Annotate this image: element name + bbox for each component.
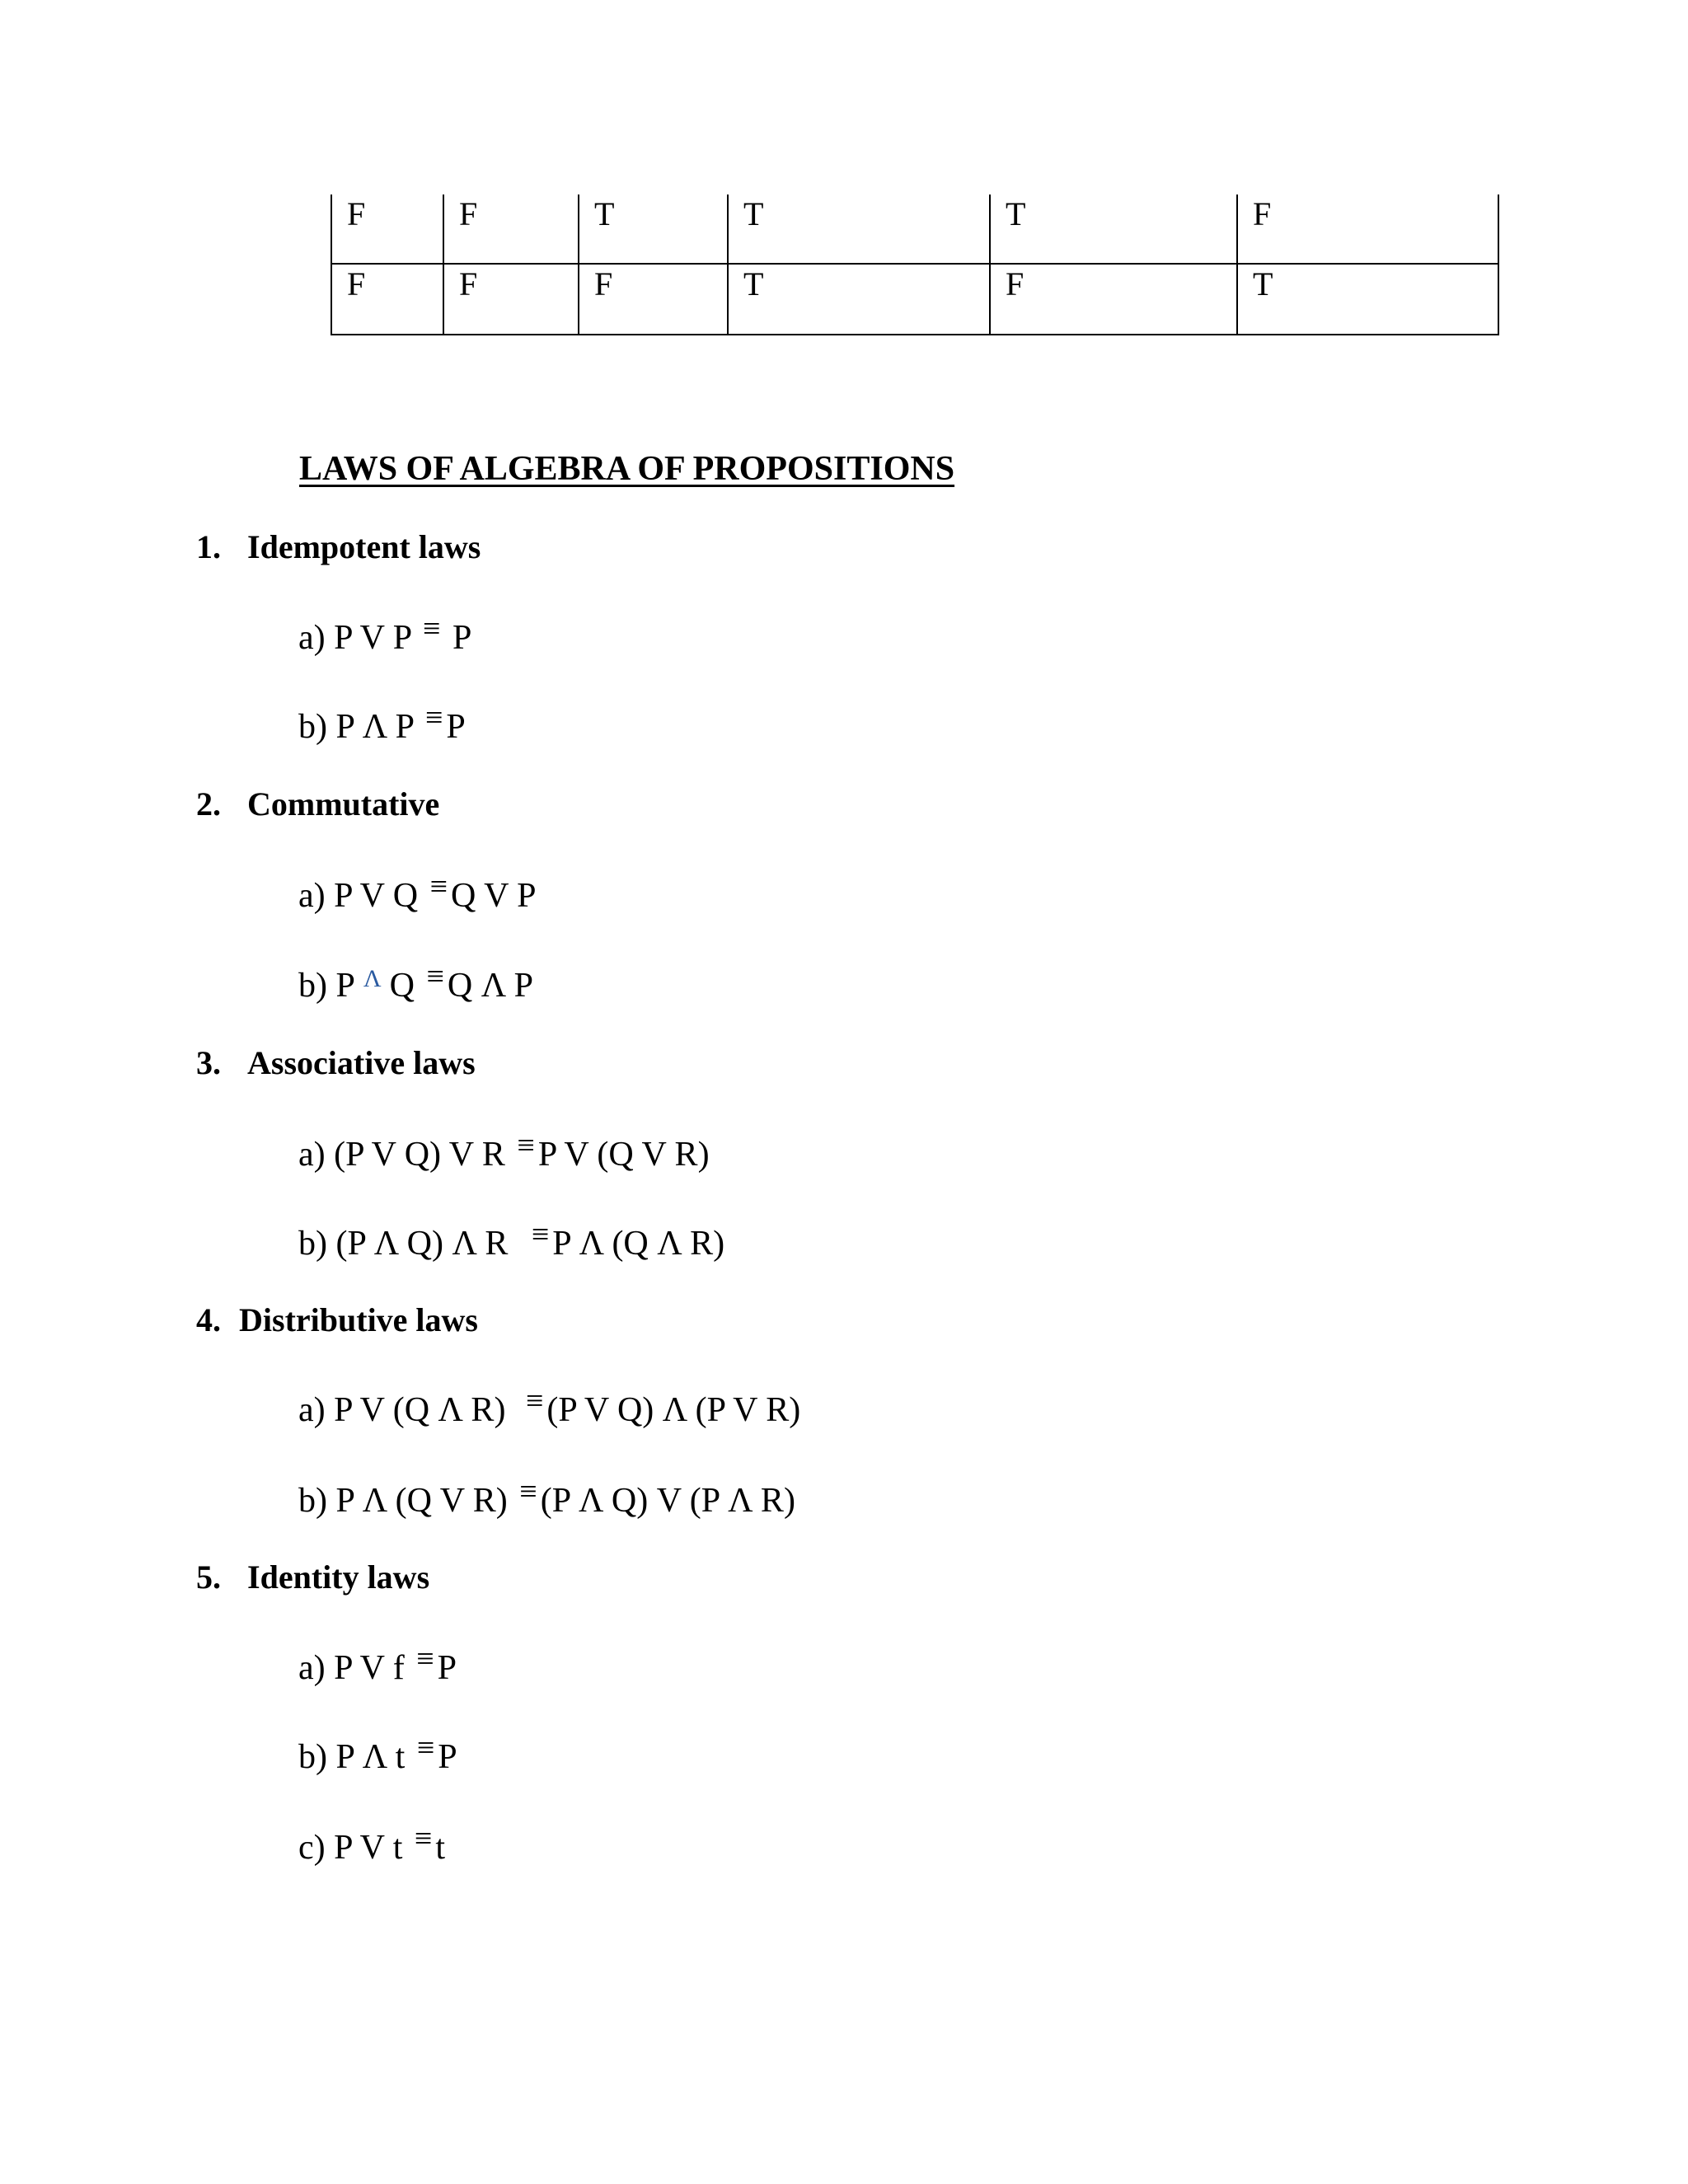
equivalence-symbol: ≡	[429, 869, 448, 904]
table-cell: F	[579, 264, 728, 335]
section-heading-commutative	[196, 785, 439, 823]
equivalence-symbol: ≡	[519, 1474, 537, 1509]
equivalence-symbol: ≡	[416, 1731, 435, 1765]
law-identity-c: c) P V t ≡t	[298, 1821, 446, 1867]
section-title: Idempotent laws	[247, 528, 481, 565]
table-cell: F	[443, 194, 579, 264]
section-heading-distributive	[196, 1301, 478, 1339]
table-cell: T	[728, 194, 990, 264]
equivalence-symbol: ≡	[416, 1642, 434, 1676]
section-heading-idempotent	[196, 527, 481, 566]
and-symbol: Λ	[363, 965, 382, 992]
section-heading-associative	[196, 1043, 476, 1082]
table-cell: F	[331, 264, 443, 335]
equivalence-symbol: ≡	[517, 1128, 535, 1163]
table-cell: T	[579, 194, 728, 264]
section-title: Distributive laws	[239, 1301, 478, 1338]
law-distributive-b: b) P Λ (Q V R) ≡(P Λ Q) V (P Λ R)	[298, 1474, 795, 1520]
table-row	[331, 264, 1498, 335]
law-associative-a: a) (P V Q) V R ≡P V (Q V R)	[298, 1128, 710, 1174]
section-number: 2.	[196, 785, 221, 823]
table-cell: F	[443, 264, 579, 335]
table-cell: F	[1237, 194, 1498, 264]
equivalence-symbol: ≡	[531, 1217, 550, 1252]
equivalence-symbol: ≡	[525, 1384, 544, 1418]
table-cell: F	[331, 194, 443, 264]
law-idempotent-a: a) P V P ≡ P	[298, 612, 472, 657]
law-commutative-a: a) P V Q ≡Q V P	[298, 869, 537, 915]
table-cell: T	[728, 264, 990, 335]
section-title: Commutative	[247, 785, 440, 823]
section-title: Associative laws	[247, 1044, 476, 1081]
law-distributive-a: a) P V (Q Λ R) ≡(P V Q) Λ (P V R)	[298, 1384, 801, 1429]
table-cell: T	[990, 194, 1237, 264]
page-title: LAWS OF ALGEBRA OF PROPOSITIONS	[299, 450, 955, 488]
equivalence-symbol: ≡	[424, 701, 443, 735]
section-number: 4.	[196, 1301, 221, 1338]
table-cell: T	[1237, 264, 1498, 335]
equivalence-symbol: ≡	[423, 612, 441, 646]
section-title: Identity laws	[247, 1558, 430, 1596]
table-cell: F	[990, 264, 1237, 335]
law-commutative-b: b) P Λ Q ≡Q Λ P	[298, 959, 533, 1005]
table-row	[331, 194, 1498, 264]
section-number: 3.	[196, 1044, 221, 1081]
law-identity-b: b) P Λ t ≡P	[298, 1731, 457, 1776]
law-identity-a: a) P V f ≡P	[298, 1642, 457, 1687]
truth-table	[331, 194, 1499, 335]
section-number: 1.	[196, 528, 221, 565]
section-number: 5.	[196, 1558, 221, 1596]
equivalence-symbol: ≡	[414, 1821, 433, 1856]
law-associative-b: b) (P Λ Q) Λ R ≡P Λ (Q Λ R)	[298, 1217, 725, 1263]
section-heading-identity	[196, 1558, 429, 1596]
law-idempotent-b: b) P Λ P ≡P	[298, 701, 466, 746]
equivalence-symbol: ≡	[426, 959, 444, 994]
